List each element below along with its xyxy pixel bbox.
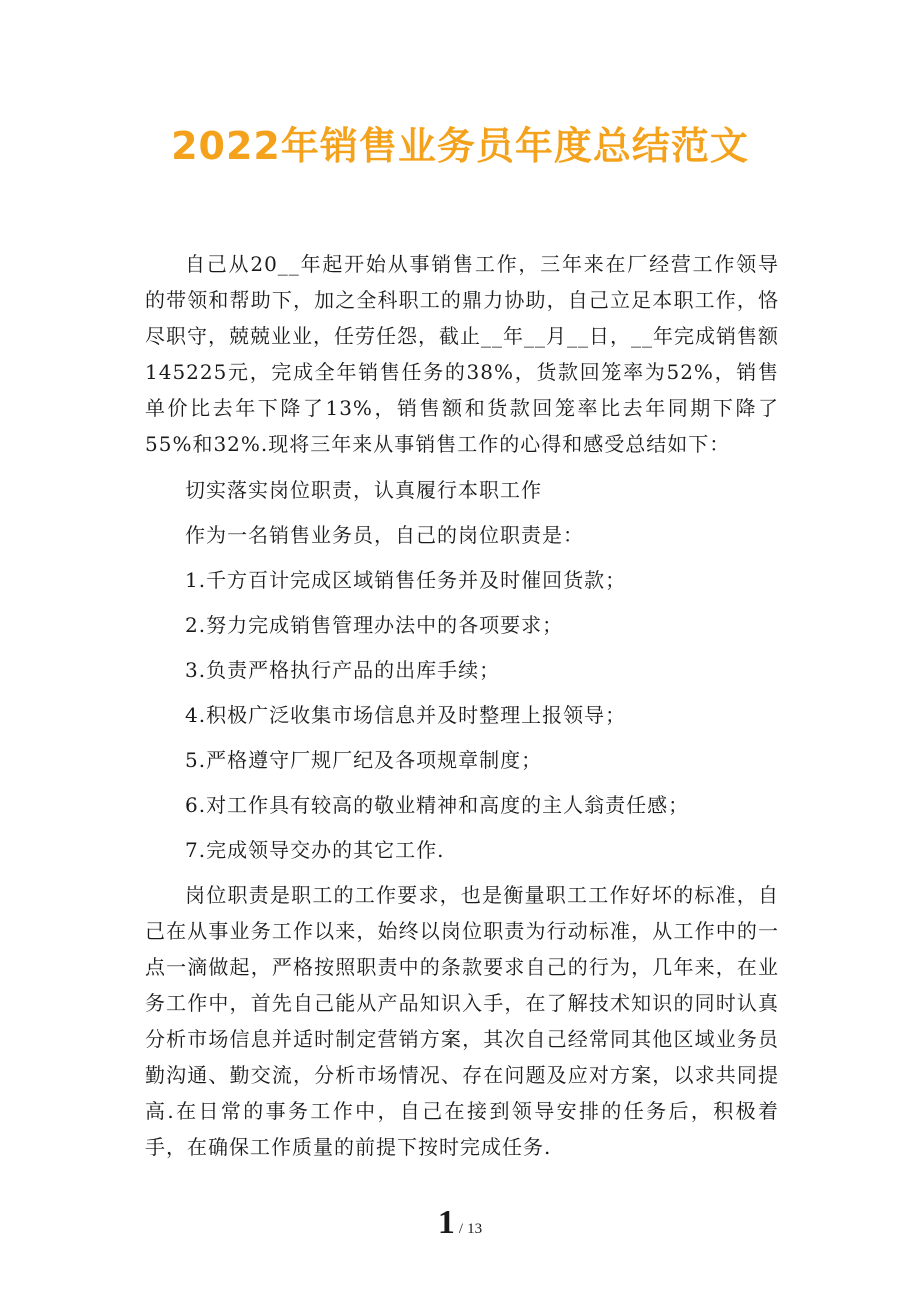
duty-item: 4.积极广泛收集市场信息并及时整理上报领导；: [185, 703, 627, 727]
document-title: 2022年销售业务员年度总结范文: [171, 124, 749, 168]
duty-item: 3.负责严格执行产品的出库手续；: [185, 658, 501, 682]
duty-item: 6.对工作具有较高的敬业精神和高度的主人翁责任感；: [185, 793, 690, 817]
body-paragraph: 岗位职责是职工的工作要求，也是衡量职工工作好坏的标准，自己在从事业务工作以来，始终以岗位职责为行动标准，从工作中的一点一滴做起，严格按照职责中的条款要求自己的行为，几年来，在业务工作中，首先自己能从产品知识入手，在了解技术知识的同时认真分析市场信息并适时制定营销方案，其次自己经常同其他区域业务员勤沟通、勤交流，分析市场情况、存在问题及应对方案，以求共同提高.在日常的事务工作中，自己在接到领导安排的任务后，积极着手，在确保工作质量的前提下按时完成任务.: [145, 883, 779, 1159]
duty-item: 5.严格遵守厂规厂纪及各项规章制度；: [185, 748, 543, 772]
page-footer: [0, 1204, 920, 1242]
intro-paragraph: 自己从20__年起开始从事销售工作，三年来在厂经营工作领导的带领和帮助下，加之全科职工的鼎力协助，自己立足本职工作，恪尽职守，兢兢业业，任劳任怨，截止__年__月__日，__年完成销售额145225元，完成全年销售任务的38%，货款回笼率为52%，销售单价比去年下降了13%，销售额和货款回笼率比去年同期下降了55%和32%.现将三年来从事销售工作的心得和感受总结如下：: [145, 252, 779, 456]
section-heading: 切实落实岗位职责，认真履行本职工作: [185, 478, 542, 502]
duty-item: 7.完成领导交办的其它工作.: [185, 838, 445, 862]
duties-intro: 作为一名销售业务员，自己的岗位职责是：: [185, 523, 584, 547]
document-body: [145, 246, 779, 1175]
page-separator: /: [458, 1221, 464, 1237]
duty-item: 1.千方百计完成区域销售任务并及时催回货款；: [185, 568, 627, 592]
duty-item: 2.努力完成销售管理办法中的各项要求；: [185, 613, 564, 637]
total-pages: 13: [467, 1221, 483, 1237]
current-page-number: 1: [437, 1204, 455, 1241]
